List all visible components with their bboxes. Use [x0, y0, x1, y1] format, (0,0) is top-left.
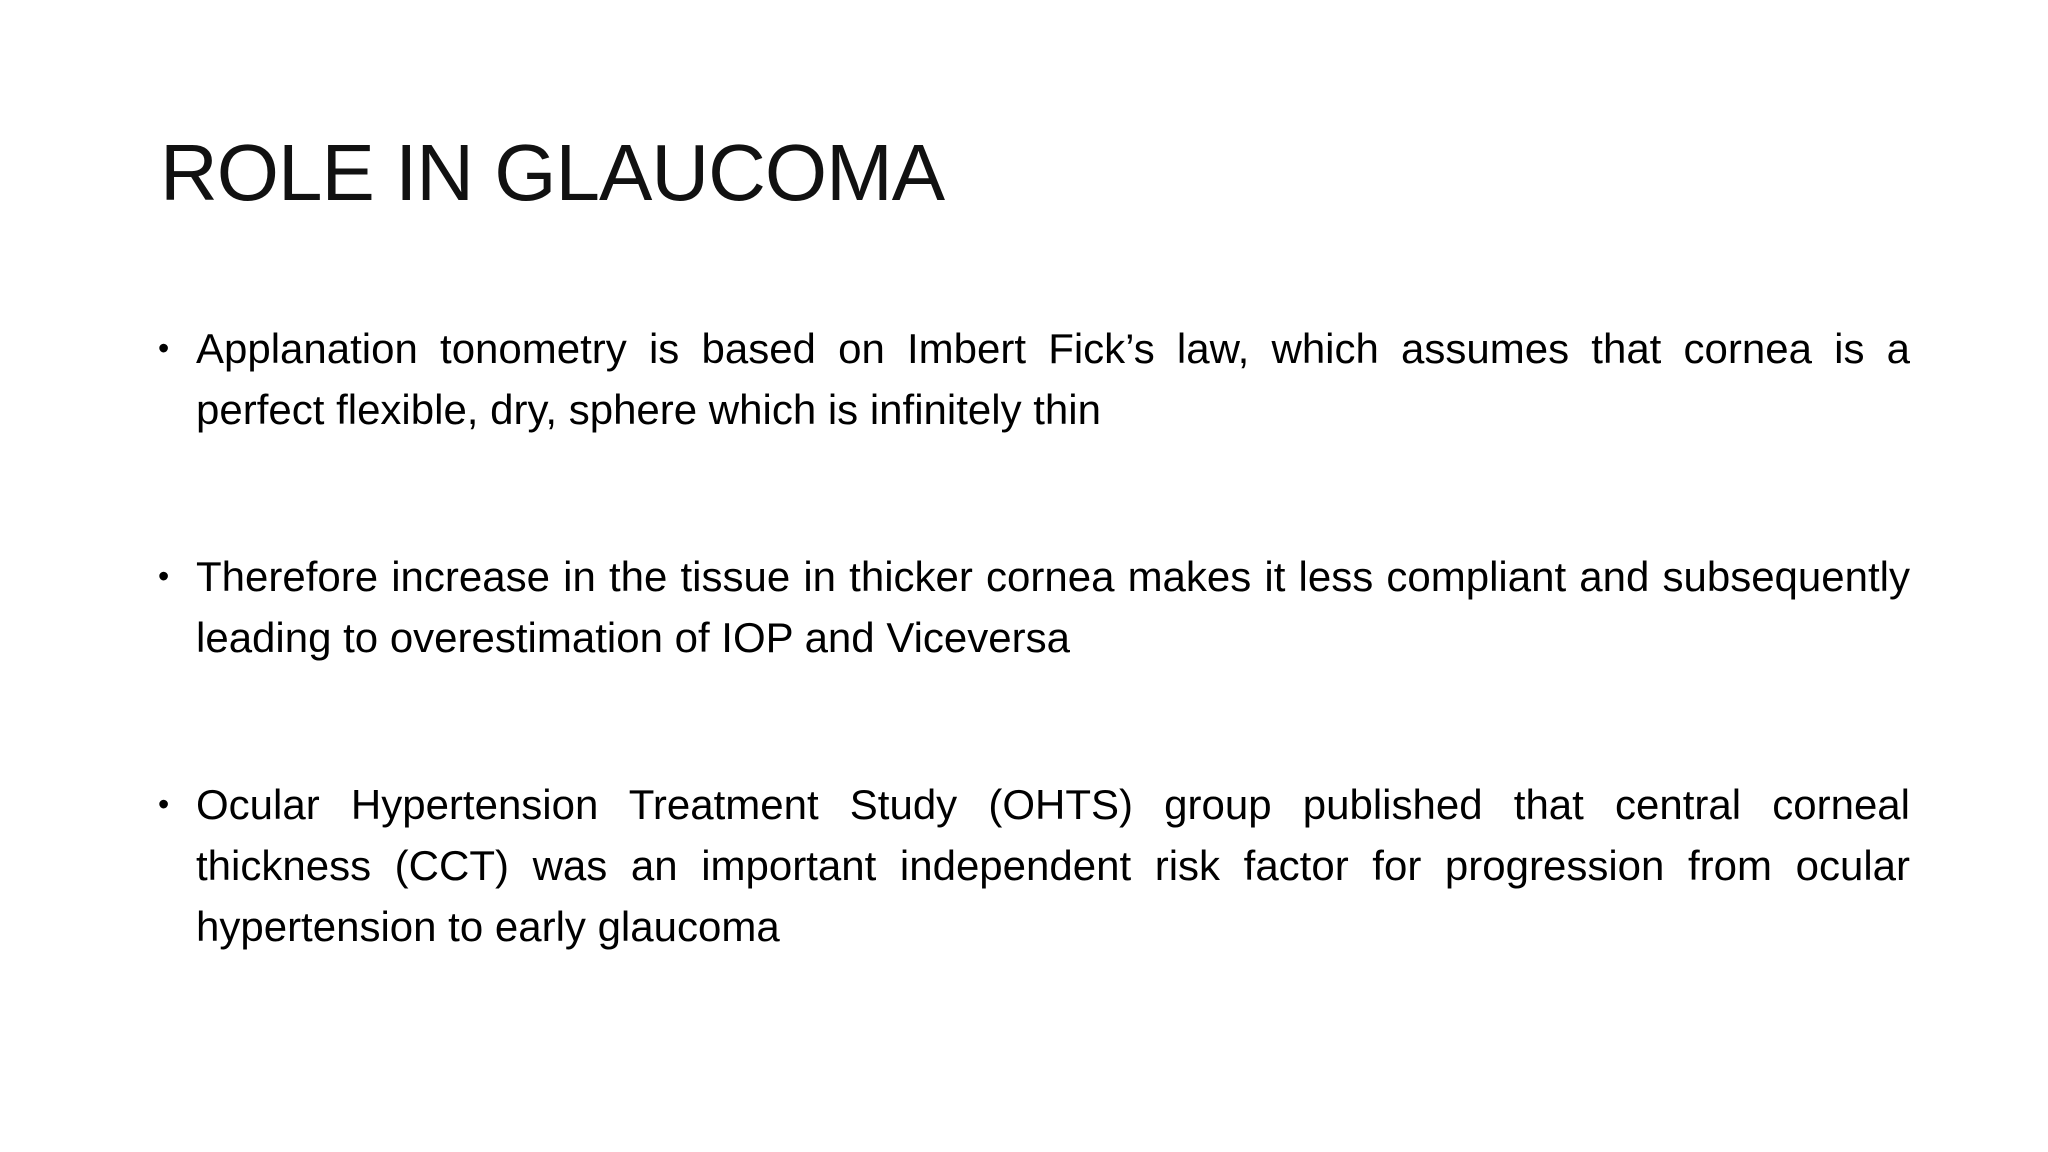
bullet-text: Therefore increase in the tissue in thicker cornea makes it less compliant and subsequently leading to overestimation of IOP and Viceversa [196, 553, 1910, 661]
bullet-marker: • [158, 558, 170, 594]
bullet-marker: • [158, 786, 170, 822]
bullet-list [158, 318, 1910, 957]
bullet-text: Ocular Hypertension Treatment Study (OHTS) group published that central corneal thickness (CCT) was an important independent risk factor for progression from ocular hypertension to early glaucoma [196, 781, 1910, 950]
bullet-item-imbert-fick [158, 318, 1910, 440]
bullet-text: Applanation tonometry is based on Imbert Fick’s law, which assumes that cornea is a perfect flexible, dry, sphere which is infinitely thin [196, 325, 1910, 433]
bullet-marker: • [158, 330, 170, 366]
bullet-item-thicker-cornea [158, 546, 1910, 668]
slide-title: ROLE IN GLAUCOMA [160, 128, 945, 217]
bullet-item-ohts [158, 774, 1910, 957]
